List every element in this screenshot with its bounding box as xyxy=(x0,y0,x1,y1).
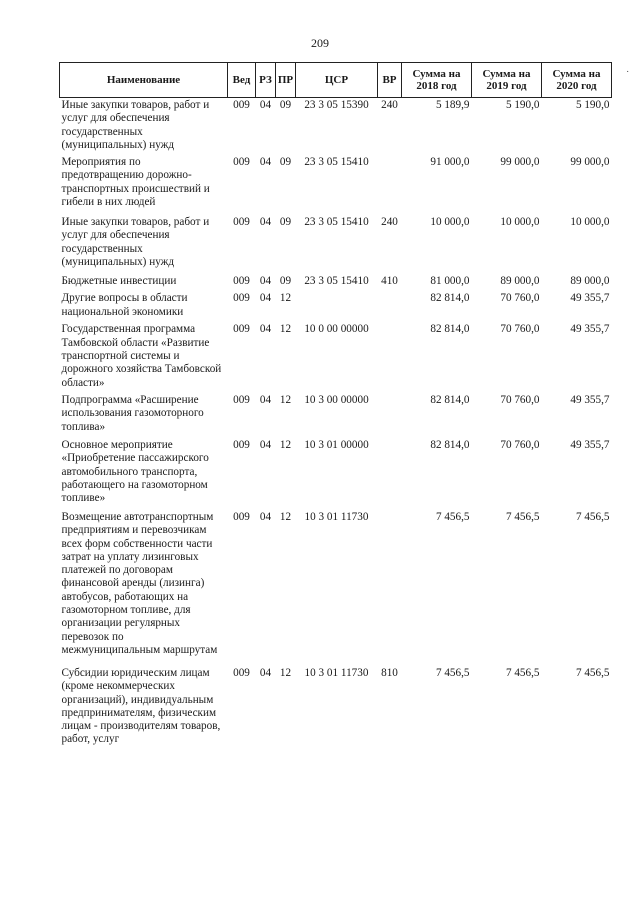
row-rz: 04 xyxy=(259,292,272,305)
header-vr: ВР xyxy=(378,63,402,98)
row-sum-2020: 5 190,0 xyxy=(575,99,610,111)
budget-table-container xyxy=(59,62,611,756)
row-pr: 09 xyxy=(279,216,292,229)
row-pr: 12 xyxy=(279,393,292,406)
row-sum-2018: 81 000,0 xyxy=(430,275,470,288)
row-sum-2020: 10 000,0 xyxy=(570,216,610,229)
header-ved: Вед xyxy=(228,63,256,98)
row-rz: 04 xyxy=(259,510,272,523)
row-sum-2019: 99 000,0 xyxy=(500,156,540,169)
margin-mark: ˙ xyxy=(626,70,630,81)
table-row xyxy=(60,274,612,291)
row-sum-2020: 49 355,7 xyxy=(570,438,610,451)
table-row xyxy=(60,438,612,510)
row-csr: 23 3 05 15410 xyxy=(304,156,369,169)
row-ved: 009 xyxy=(233,666,250,679)
row-pr: 12 xyxy=(279,510,292,523)
row-name: Возмещение автотранспортным предприятиям и перевозчикам всех форм собственности части затрат на уплату лизинговых платежей по договорам финансовой аренды (лизинга) автобусов, работающих на газомоторном топливе, для организации регулярных перевозок по межмуниципальным маршрутам xyxy=(61,510,218,656)
row-vr xyxy=(378,393,402,438)
row-vr xyxy=(378,510,402,666)
row-pr: 09 xyxy=(279,99,292,111)
table-row xyxy=(60,510,612,666)
row-sum-2018: 7 456,5 xyxy=(435,666,470,679)
row-sum-2018: 10 000,0 xyxy=(430,216,470,229)
row-sum-2020: 7 456,5 xyxy=(575,666,610,679)
row-sum-2019: 89 000,0 xyxy=(500,275,540,288)
header-sum-2018: Сумма на 2018 год xyxy=(402,63,472,98)
row-csr: 23 3 05 15390 xyxy=(304,99,369,111)
row-name: Иные закупки товаров, работ и услуг для обеспечения государственных (муниципальных) нужд xyxy=(61,216,210,269)
row-ved: 009 xyxy=(233,323,250,336)
row-vr: 240 xyxy=(381,99,398,111)
header-sum-2020: Сумма на 2020 год xyxy=(542,63,612,98)
row-ved: 009 xyxy=(233,438,250,451)
row-sum-2019: 70 760,0 xyxy=(500,292,540,305)
row-sum-2020: 99 000,0 xyxy=(570,156,610,169)
row-sum-2018: 91 000,0 xyxy=(430,156,470,169)
row-sum-2019: 10 000,0 xyxy=(500,216,540,229)
row-sum-2018: 5 189,9 xyxy=(435,99,470,111)
row-sum-2019: 70 760,0 xyxy=(500,393,540,406)
row-rz: 04 xyxy=(259,99,272,111)
row-sum-2018: 82 814,0 xyxy=(430,393,470,406)
row-vr xyxy=(378,438,402,510)
row-rz: 04 xyxy=(259,438,272,451)
table-row xyxy=(60,666,612,756)
row-sum-2018: 7 456,5 xyxy=(435,510,470,523)
row-sum-2020: 49 355,7 xyxy=(570,323,610,336)
row-name: Бюджетные инвестиции xyxy=(61,275,177,288)
row-sum-2020: 7 456,5 xyxy=(575,510,610,523)
row-name: Подпрограмма «Расширение использования газомоторного топлива» xyxy=(61,393,204,433)
row-csr: 23 3 05 15410 xyxy=(304,216,369,229)
row-vr xyxy=(378,291,402,322)
row-csr: 23 3 05 15410 xyxy=(304,275,369,288)
row-csr: 10 3 01 11730 xyxy=(304,510,369,523)
row-rz: 04 xyxy=(259,156,272,169)
table-row xyxy=(60,393,612,438)
row-ved: 009 xyxy=(233,510,250,523)
row-vr: 240 xyxy=(381,216,398,229)
row-csr: 10 3 01 11730 xyxy=(304,666,369,679)
row-rz: 04 xyxy=(259,275,272,288)
row-vr xyxy=(378,155,402,215)
row-sum-2018: 82 814,0 xyxy=(430,323,470,336)
row-vr xyxy=(378,322,402,392)
row-name: Субсидии юридическим лицам (кроме некоммерческих организаций), индивидуальным предпринимателям, физическим лицам - производителям товаров, работ, услуг xyxy=(61,666,221,746)
row-rz: 04 xyxy=(259,393,272,406)
row-ved: 009 xyxy=(233,216,250,229)
table-row xyxy=(60,322,612,392)
row-sum-2019: 7 456,5 xyxy=(505,666,540,679)
table-header-row xyxy=(60,63,612,98)
row-csr: 10 0 00 00000 xyxy=(304,323,369,336)
row-vr: 810 xyxy=(381,666,398,679)
row-csr: 10 3 01 00000 xyxy=(304,438,369,451)
row-name: Государственная программа Тамбовской области «Развитие транспортной системы и дорожного хозяйства Тамбовской области» xyxy=(61,323,222,389)
row-sum-2019: 7 456,5 xyxy=(505,510,540,523)
page-number: 209 xyxy=(311,36,329,50)
row-sum-2019: 70 760,0 xyxy=(500,323,540,336)
row-sum-2018: 82 814,0 xyxy=(430,438,470,451)
header-name: Наименование xyxy=(60,63,228,98)
row-ved: 009 xyxy=(233,393,250,406)
row-pr: 09 xyxy=(279,156,292,169)
row-rz: 04 xyxy=(259,666,272,679)
row-sum-2020: 49 355,7 xyxy=(570,292,610,305)
row-name: Иные закупки товаров, работ и услуг для обеспечения государственных (муниципальных) нужд xyxy=(61,99,210,151)
table-row xyxy=(60,155,612,215)
row-pr: 12 xyxy=(279,666,292,679)
table-row xyxy=(60,215,612,274)
header-pr: ПР xyxy=(276,63,296,98)
row-sum-2019: 5 190,0 xyxy=(505,99,540,111)
row-csr xyxy=(296,291,378,322)
row-name: Мероприятия по предотвращению дорожно-транспортных происшествий и гибели в них людей xyxy=(61,156,210,209)
row-pr: 12 xyxy=(279,292,292,305)
row-sum-2020: 89 000,0 xyxy=(570,275,610,288)
row-sum-2019: 70 760,0 xyxy=(500,438,540,451)
row-rz: 04 xyxy=(259,216,272,229)
row-pr: 12 xyxy=(279,323,292,336)
row-csr: 10 3 00 00000 xyxy=(304,393,369,406)
row-name: Основное мероприятие «Приобретение пассажирского автомобильного транспорта, работающего на газомоторном топливе» xyxy=(61,438,209,505)
row-pr: 09 xyxy=(279,275,292,288)
row-name: Другие вопросы в области национальной экономики xyxy=(61,292,188,318)
row-rz: 04 xyxy=(259,323,272,336)
row-ved: 009 xyxy=(233,156,250,169)
header-csr: ЦСР xyxy=(296,63,378,98)
row-ved: 009 xyxy=(233,292,250,305)
row-sum-2018: 82 814,0 xyxy=(430,292,470,305)
budget-table xyxy=(59,62,612,756)
header-rz: РЗ xyxy=(256,63,276,98)
row-ved: 009 xyxy=(233,275,250,288)
row-ved: 009 xyxy=(233,99,250,111)
row-pr: 12 xyxy=(279,438,292,451)
row-sum-2020: 49 355,7 xyxy=(570,393,610,406)
table-row xyxy=(60,98,612,156)
table-row xyxy=(60,291,612,322)
header-sum-2019: Сумма на 2019 год xyxy=(472,63,542,98)
row-vr: 410 xyxy=(381,275,398,288)
